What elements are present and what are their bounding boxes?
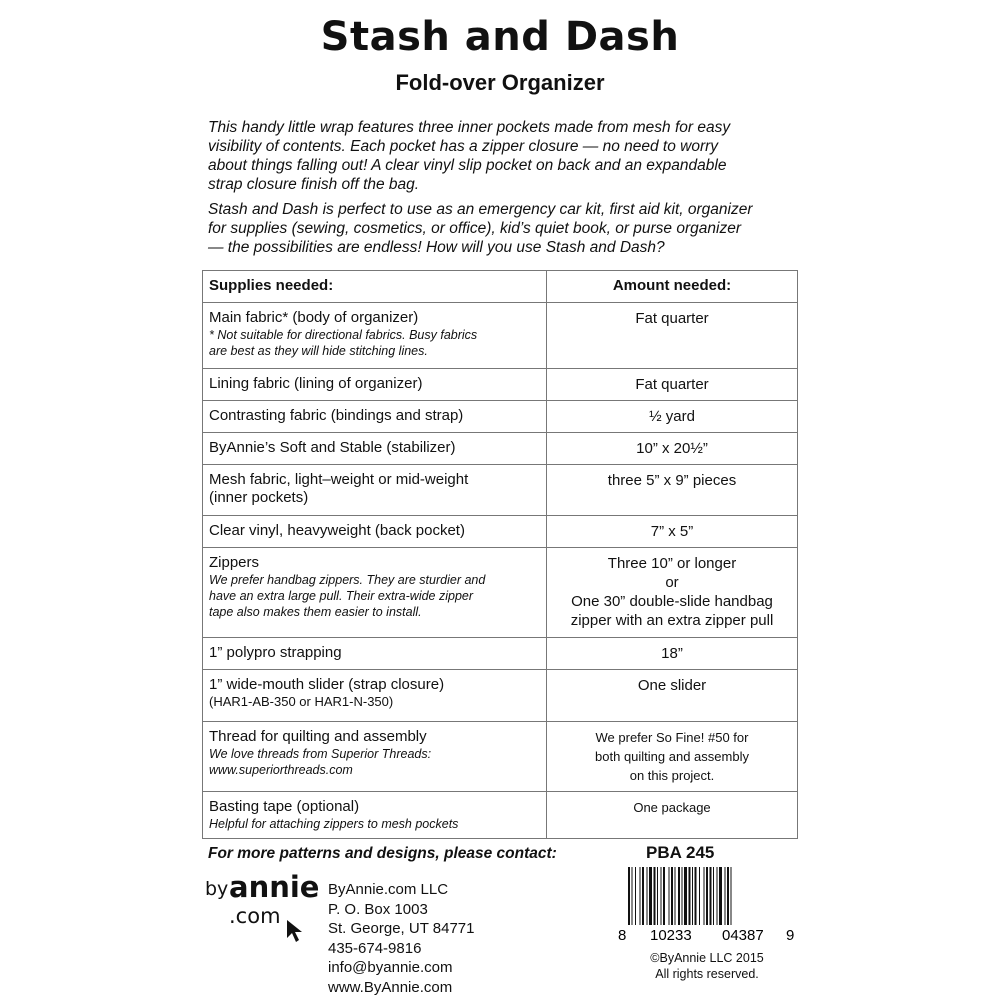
byannie-logo — [205, 870, 320, 948]
copyright — [626, 950, 788, 982]
amount-cell: Fat quarter — [547, 303, 798, 369]
supply-note: Helpful for attaching zippers to mesh pockets — [209, 817, 459, 831]
intro-line: strap closure finish off the bag. — [208, 176, 420, 193]
supply-cell — [203, 722, 547, 792]
amount-cell: One package — [547, 792, 798, 839]
supply-cell: Clear vinyl, heavyweight (back pocket) — [203, 516, 547, 548]
amount-cell — [547, 548, 798, 638]
contact-address — [328, 880, 474, 997]
supply-note: www.superiorthreads.com — [209, 763, 353, 777]
address-email: info@byannie.com — [328, 959, 453, 976]
address-company: ByAnnie.com LLC — [328, 881, 449, 898]
table-row — [203, 303, 798, 369]
amount-cell: ½ yard — [547, 401, 798, 433]
copyright-line: ©ByAnnie LLC 2015 — [650, 951, 764, 965]
supplies-table — [202, 270, 798, 839]
intro-paragraph-1 — [208, 118, 808, 194]
address-phone: 435-674-9816 — [328, 939, 422, 957]
intro-paragraph-2 — [208, 200, 808, 257]
table-row — [203, 433, 798, 465]
logo-annie: annie — [229, 870, 320, 904]
amount-cell: 18” — [547, 638, 798, 670]
amount-cell — [547, 722, 798, 792]
amount-header: Amount needed: — [547, 271, 798, 303]
supply-name: (inner pockets) — [209, 489, 309, 506]
barcode-digit: 8 — [618, 927, 627, 943]
amount-line: or — [665, 574, 679, 591]
amount-line: zipper with an extra zipper pull — [570, 612, 774, 629]
amount-line: We prefer So Fine! #50 for — [595, 730, 749, 745]
supply-note: have an extra large pull. Their extra-wide zipper — [209, 589, 474, 603]
table-header-row — [203, 271, 798, 303]
supply-cell — [203, 670, 547, 722]
supply-cell — [203, 792, 547, 839]
product-code: PBA 245 — [646, 843, 715, 862]
table-row — [203, 670, 798, 722]
barcode-digit: 04387 — [722, 927, 764, 943]
intro-line: about things falling out! A clear vinyl slip pocket on back and an expandable — [208, 157, 727, 174]
amount-cell: 7” x 5” — [547, 516, 798, 548]
table-row — [203, 369, 798, 401]
copyright-line: All rights reserved. — [655, 967, 759, 981]
intro-line: Stash and Dash is perfect to use as an emergency car kit, first aid kit, organizer — [208, 201, 753, 218]
supply-name: Main fabric* (body of organizer) — [209, 309, 419, 326]
table-row — [203, 722, 798, 792]
supply-part-numbers: (HAR1-AB-350 or HAR1-N-350) — [209, 694, 394, 709]
address-po-box: P. O. Box 1003 — [328, 900, 428, 918]
intro-line: for supplies (sewing, cosmetics, or office), kid’s quiet book, or purse organizer — [208, 220, 741, 237]
barcode — [614, 865, 799, 943]
amount-line: on this project. — [629, 768, 715, 783]
page-subtitle: Fold-over Organizer — [395, 70, 605, 95]
intro-line: — the possibilities are endless! How will you use Stash and Dash? — [208, 239, 665, 256]
table-row — [203, 792, 798, 839]
supplies-header: Supplies needed: — [203, 271, 547, 303]
barcode-digit: 10233 — [650, 927, 692, 943]
contact-heading: For more patterns and designs, please contact: — [208, 845, 557, 862]
supply-name: Zippers — [209, 554, 260, 571]
table-row — [203, 516, 798, 548]
address-website: www.ByAnnie.com — [328, 978, 453, 996]
logo-com: .com — [229, 904, 281, 928]
amount-line: both quilting and assembly — [595, 749, 749, 764]
supply-cell — [203, 465, 547, 516]
supply-cell — [203, 548, 547, 638]
supply-name: Thread for quilting and assembly — [209, 728, 427, 745]
amount-cell: Fat quarter — [547, 369, 798, 401]
supply-cell — [203, 303, 547, 369]
supply-note: We love threads from Superior Threads: — [209, 747, 432, 761]
table-row — [203, 401, 798, 433]
amount-cell: One slider — [547, 670, 798, 722]
logo-by: by — [205, 878, 229, 900]
amount-line: Three 10” or longer — [607, 555, 737, 572]
amount-cell: three 5” x 9” pieces — [547, 465, 798, 516]
page-title: Stash and Dash — [320, 14, 680, 60]
cursor-arrow-icon — [285, 918, 307, 944]
supply-note: We prefer handbag zippers. They are sturdier and — [209, 573, 486, 587]
intro-line: This handy little wrap features three inner pockets made from mesh for easy — [208, 119, 731, 136]
supply-cell: 1” polypro strapping — [203, 638, 547, 670]
barcode-digit: 9 — [786, 927, 795, 943]
supply-name: Mesh fabric, light–weight or mid-weight — [209, 471, 469, 488]
amount-cell: 10” x 20½” — [547, 433, 798, 465]
address-city: St. George, UT 84771 — [328, 920, 475, 937]
supply-name: Basting tape (optional) — [209, 798, 360, 815]
table-row — [203, 638, 798, 670]
supply-note: tape also makes them easier to install. — [209, 605, 422, 619]
supply-note: * Not suitable for directional fabrics. Busy fabrics — [209, 328, 478, 342]
amount-line: One 30” double-slide handbag — [571, 593, 773, 610]
supply-name: 1” wide-mouth slider (strap closure) — [209, 676, 445, 693]
supply-cell: ByAnnie’s Soft and Stable (stabilizer) — [203, 433, 547, 465]
table-row — [203, 548, 798, 638]
supply-cell: Contrasting fabric (bindings and strap) — [203, 401, 547, 433]
table-row — [203, 465, 798, 516]
supply-note: are best as they will hide stitching lines. — [209, 344, 428, 358]
supply-cell: Lining fabric (lining of organizer) — [203, 369, 547, 401]
intro-line: visibility of contents. Each pocket has a zipper closure — no need to worry — [208, 138, 719, 155]
